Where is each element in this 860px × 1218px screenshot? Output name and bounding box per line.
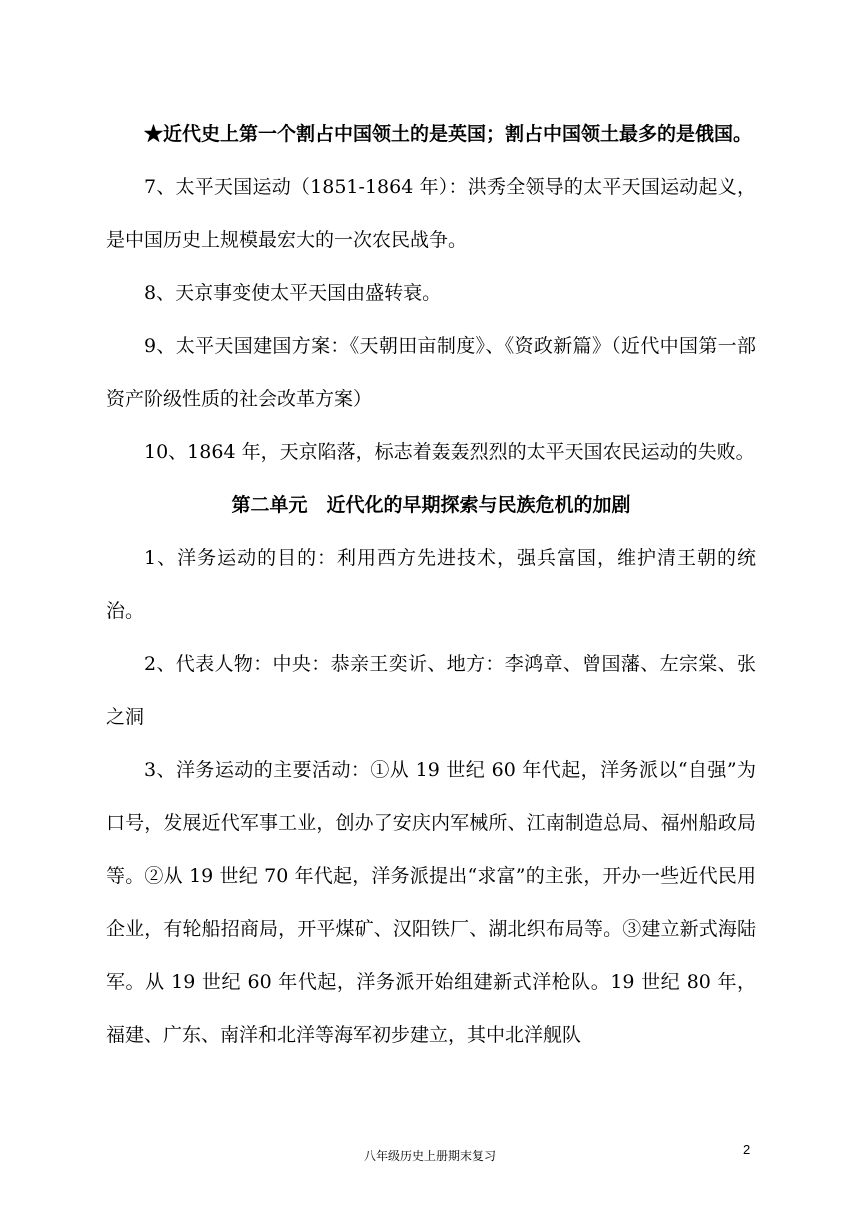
page-body [106,108,756,1062]
paragraph-taiping-movement: 7、太平天国运动（1851-1864 年）：洪秀全领导的太平天国运动起义，是中国历史上规模最宏大的一次农民战争。 [106,176,756,251]
section-heading-unit-two: 第二单元 近代化的早期探索与民族危机的加剧 [231,494,631,516]
paragraph-tianjing-fall: 10、1864 年，天京陷落，标志着轰轰烈烈的太平天国农民运动的失败。 [144,441,755,463]
footer-title: 八年级历史上册期末复习 [363,1149,496,1163]
paragraph-taiping-plan: 9、太平天国建国方案：《天朝田亩制度》、《资政新篇》（近代中国第一部资产阶级性质的社会改革方案） [106,335,756,410]
paragraph-westernization-purpose: 1、洋务运动的目的：利用西方先进技术，强兵富国，维护清王朝的统治。 [106,547,756,622]
paragraph-representatives: 2、代表人物：中央：恭亲王奕䜣、地方：李鸿章、曾国藩、左宗棠、张之洞 [106,653,756,728]
page-number: 2 [743,1142,751,1157]
paragraph-russia-britain: ★近代史上第一个割占中国领土的是英国；割占中国领土最多的是俄国。 [144,123,753,145]
paragraph-tianjing-incident: 8、天京事变使太平天国由盛转衰。 [144,282,442,304]
paragraph-main-activities: 3、洋务运动的主要活动：①从 19 世纪 60 年代起，洋务派以“自强”为口号，发展近代军事工业，创办了安庆内军械所、江南制造总局、福州船政局等。②从 19 世纪 70 年代起，洋务派提出“求富”的主张，开办一些近代民用企业，有轮船招商局，开平煤矿、汉阳铁厂、湖北织布局等。③建立新式海陆军。从 19 世纪 60 年代起，洋务派开始组建新式洋枪队。19 世纪 80 年，福建、广东、南洋和北洋等海军初步建立，其中北洋舰队 [106,759,756,1046]
